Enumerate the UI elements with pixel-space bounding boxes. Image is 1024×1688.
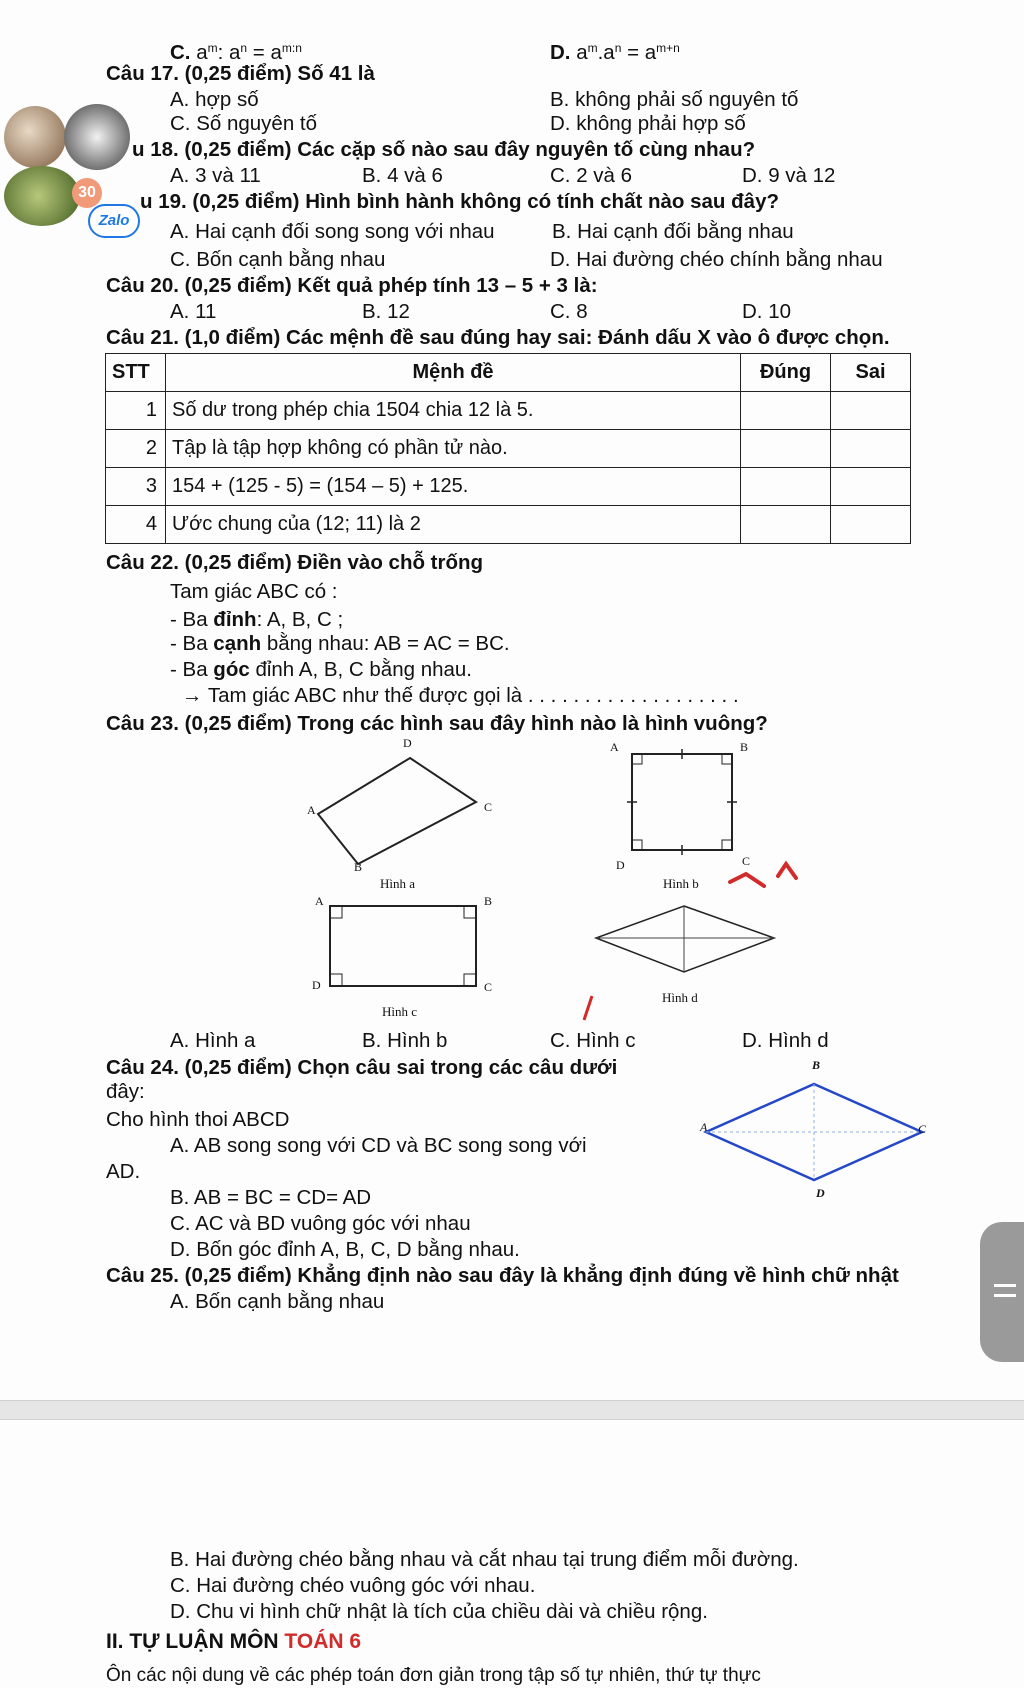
row-statement: Số dư trong phép chia 1504 chia 12 là 5. bbox=[166, 392, 741, 430]
q24-option-a: A. AB song song với CD và BC song song với bbox=[170, 1134, 587, 1157]
false-checkbox-cell[interactable] bbox=[831, 468, 911, 506]
chat-avatar-nature[interactable] bbox=[4, 166, 80, 226]
q22-line-5: → Tam giác ABC như thế được gọi là . . . . . . . . . . . . . . . . . . . bbox=[182, 684, 739, 707]
figure-a-quadrilateral bbox=[300, 736, 500, 876]
q18-option-d: D. 9 và 12 bbox=[742, 164, 836, 187]
figure-b-square bbox=[630, 752, 740, 852]
q24-intro: Cho hình thoi ABCD bbox=[106, 1108, 290, 1131]
vertex-label-c: C bbox=[484, 980, 493, 994]
q16-option-d: D. $a^m.a^n = a^{m+n}$ bbox=[550, 41, 680, 64]
header-statement: Mệnh đề bbox=[166, 354, 741, 392]
zalo-chat-bubble[interactable]: Zalo bbox=[88, 204, 140, 238]
vertex-label-b: B bbox=[812, 1058, 821, 1072]
vertex-label-a: A bbox=[307, 803, 316, 817]
figure-c-caption: Hình c bbox=[382, 1004, 418, 1019]
q23-option-a: A. Hình a bbox=[170, 1029, 256, 1052]
q24-title-cont: đây: bbox=[106, 1080, 145, 1103]
q20-option-a: A. 11 bbox=[170, 300, 217, 323]
q25-title: Câu 25. (0,25 điểm) Khẳng định nào sau đây là khẳng định đúng về hình chữ nhật bbox=[106, 1264, 899, 1287]
q22-line-2: - Ba đỉnh: A, B, C ; bbox=[170, 608, 344, 631]
table-row bbox=[106, 506, 911, 544]
q20-option-b: B. 12 bbox=[362, 300, 410, 323]
q24-option-b: B. AB = BC = CD= AD bbox=[170, 1186, 372, 1209]
q21-title: Câu 21. (1,0 điểm) Các mệnh đề sau đúng hay sai: Đánh dấu X vào ô được chọn. bbox=[106, 326, 890, 349]
q24-option-d: D. Bốn góc đỉnh A, B, C, D bằng nhau. bbox=[170, 1238, 520, 1261]
vertex-label-b: B bbox=[354, 860, 363, 874]
table-row bbox=[106, 468, 911, 506]
row-statement: 154 + (125 - 5) = (154 – 5) + 125. bbox=[166, 468, 741, 506]
q18-title: u 18. (0,25 điểm) Các cặp số nào sau đây nguyên tố cùng nhau? bbox=[132, 138, 756, 161]
rhombus-abcd-figure bbox=[700, 1070, 930, 1200]
q22-line-4: - Ba góc đỉnh A, B, C bằng nhau. bbox=[170, 658, 472, 681]
true-checkbox-cell[interactable] bbox=[741, 392, 831, 430]
q19-option-a: A. Hai cạnh đối song song với nhau bbox=[170, 220, 495, 243]
vertex-label-d: D bbox=[312, 978, 321, 992]
side-scroll-handle[interactable] bbox=[980, 1222, 1024, 1362]
q20-title: Câu 20. (0,25 điểm) Kết quả phép tính 13 – 5 + 3 là: bbox=[106, 274, 598, 297]
exam-page-2 bbox=[0, 1420, 1024, 1688]
true-checkbox-cell[interactable] bbox=[741, 430, 831, 468]
vertex-label-a: A bbox=[610, 740, 619, 754]
red-stroke-mark bbox=[578, 994, 598, 1024]
q22-line-1: Tam giác ABC có : bbox=[170, 580, 338, 603]
q25-option-d: D. Chu vi hình chữ nhật là tích của chiều dài và chiều rộng. bbox=[170, 1600, 708, 1623]
row-number: 1 bbox=[106, 392, 166, 430]
figure-d-rhombus bbox=[590, 902, 780, 982]
vertex-label-c: C bbox=[742, 854, 751, 868]
unread-count-badge: 30 bbox=[72, 178, 102, 208]
q17-option-a: A. hợp số bbox=[170, 88, 259, 111]
vertex-label-b: B bbox=[740, 740, 749, 754]
q19-title: u 19. (0,25 điểm) Hình bình hành không có tính chất nào sau đây? bbox=[140, 190, 779, 213]
table-row bbox=[106, 430, 911, 468]
q16-option-c: C. $a^m$: $a^n = a^{m:n}$ bbox=[170, 41, 302, 64]
table-header-row bbox=[106, 354, 911, 392]
q17-option-b: B. không phải số nguyên tố bbox=[550, 88, 799, 111]
q18-option-b: B. 4 và 6 bbox=[362, 164, 443, 187]
q25-option-b: B. Hai đường chéo bằng nhau và cắt nhau tại trung điểm mỗi đường. bbox=[170, 1548, 799, 1571]
q24-title: Câu 24. (0,25 điểm) Chọn câu sai trong các câu dưới bbox=[106, 1056, 618, 1079]
q20-option-c: C. 8 bbox=[550, 300, 588, 323]
header-true: Đúng bbox=[741, 354, 831, 392]
row-statement: Tập là tập hợp không có phần tử nào. bbox=[166, 430, 741, 468]
row-number: 2 bbox=[106, 430, 166, 468]
q17-option-d: D. không phải hợp số bbox=[550, 112, 746, 135]
chat-avatar-product[interactable] bbox=[64, 104, 130, 170]
q19-option-b: B. Hai cạnh đối bằng nhau bbox=[552, 220, 794, 243]
q20-option-d: D. 10 bbox=[742, 300, 791, 323]
q24-option-c: C. AC và BD vuông góc với nhau bbox=[170, 1212, 471, 1235]
q23-option-c: C. Hình c bbox=[550, 1029, 636, 1052]
page-separator bbox=[0, 1400, 1024, 1420]
q24-option-a-cont: AD. bbox=[106, 1160, 141, 1183]
q23-option-d: D. Hình d bbox=[742, 1029, 829, 1052]
red-scribble-mark bbox=[724, 856, 804, 896]
vertex-label-c: C bbox=[918, 1122, 927, 1136]
false-checkbox-cell[interactable] bbox=[831, 392, 911, 430]
vertex-label-b: B bbox=[484, 894, 493, 908]
q17-option-c: C. Số nguyên tố bbox=[170, 112, 318, 135]
vertex-label-c: C bbox=[484, 800, 493, 814]
false-checkbox-cell[interactable] bbox=[831, 506, 911, 544]
figure-d-caption: Hình d bbox=[662, 990, 698, 1005]
q19-option-d: D. Hai đường chéo chính bằng nhau bbox=[550, 248, 883, 271]
row-number: 4 bbox=[106, 506, 166, 544]
q22-line-3: - Ba cạnh bằng nhau: AB = AC = BC. bbox=[170, 632, 510, 655]
false-checkbox-cell[interactable] bbox=[831, 430, 911, 468]
q17-title: Câu 17. (0,25 điểm) Số 41 là bbox=[106, 62, 375, 85]
q23-option-b: B. Hình b bbox=[362, 1029, 448, 1052]
part-2-heading: II. TỰ LUẬN MÔN TOÁN 6 bbox=[106, 1630, 362, 1653]
vertex-label-a: A bbox=[700, 1120, 708, 1134]
q22-title: Câu 22. (0,25 điểm) Điền vào chỗ trống bbox=[106, 551, 484, 574]
true-checkbox-cell[interactable] bbox=[741, 506, 831, 544]
row-statement: Ước chung của (12; 11) là 2 bbox=[166, 506, 741, 544]
chat-avatar-photo[interactable] bbox=[4, 106, 66, 168]
q18-option-a: A. 3 và 11 bbox=[170, 164, 261, 187]
q23-title: Câu 23. (0,25 điểm) Trong các hình sau đây hình nào là hình vuông? bbox=[106, 712, 768, 735]
header-false: Sai bbox=[831, 354, 911, 392]
figure-c-rectangle bbox=[328, 904, 480, 990]
vertex-label-d: D bbox=[616, 858, 625, 872]
figure-a-caption: Hình a bbox=[380, 876, 416, 891]
q25-option-a: A. Bốn cạnh bằng nhau bbox=[170, 1290, 385, 1313]
q19-option-c: C. Bốn cạnh bằng nhau bbox=[170, 248, 386, 271]
figure-b-caption: Hình b bbox=[663, 876, 699, 891]
q25-option-c: C. Hai đường chéo vuông góc với nhau. bbox=[170, 1574, 536, 1597]
vertex-label-d: D bbox=[403, 736, 412, 750]
row-number: 3 bbox=[106, 468, 166, 506]
table-row bbox=[106, 392, 911, 430]
part-2-line: Ôn các nội dung về các phép toán đơn giản trong tập số tự nhiên, thứ tự thực bbox=[106, 1665, 761, 1686]
q18-option-c: C. 2 và 6 bbox=[550, 164, 633, 187]
q21-table bbox=[105, 353, 911, 544]
header-stt: STT bbox=[106, 354, 166, 392]
vertex-label-a: A bbox=[315, 894, 324, 908]
true-checkbox-cell[interactable] bbox=[741, 468, 831, 506]
vertex-label-d: D bbox=[816, 1186, 825, 1200]
